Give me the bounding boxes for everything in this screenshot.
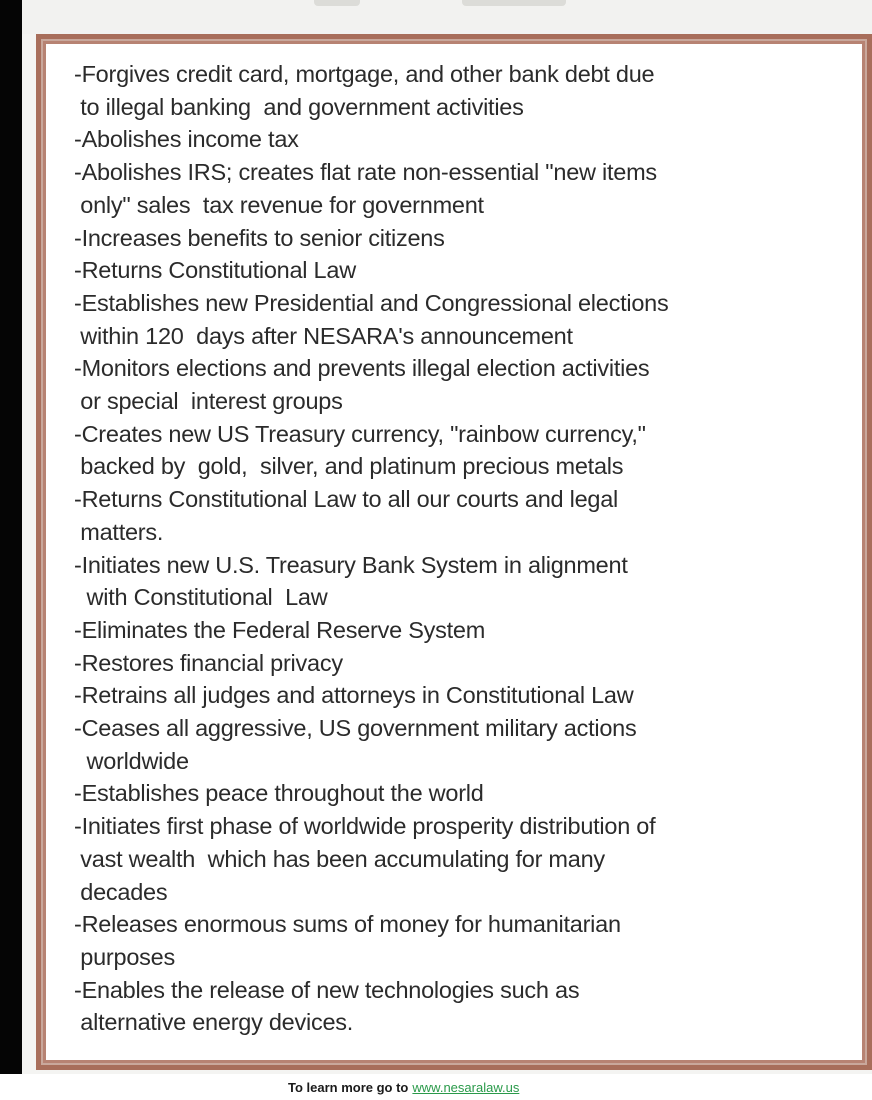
list-item: decades: [74, 878, 168, 905]
list-item: -Creates new US Treasury currency, "rainbow currency,": [74, 420, 646, 447]
list-item: -Forgives credit card, mortgage, and other bank debt due: [74, 61, 655, 87]
list-item: within 120 days after NESARA's announcement: [74, 322, 573, 349]
list-item: purposes: [74, 943, 175, 970]
list-item: -Ceases all aggressive, US government military actions: [74, 715, 637, 742]
list-item: -Initiates new U.S. Treasury Bank System in alignment: [74, 551, 628, 578]
footer-link[interactable]: www.nesaralaw.us: [412, 1080, 520, 1095]
list-item: -Abolishes income tax: [74, 126, 299, 153]
footer: [0, 1074, 872, 1100]
list-item: -Retrains all judges and attorneys in Constitutional Law: [74, 682, 634, 709]
footer-text: To learn more go to: [288, 1080, 409, 1095]
list-item: -Enables the release of new technologies such as: [74, 976, 580, 1003]
top-smudge-left: [314, 0, 360, 6]
benefits-list: [74, 58, 854, 1039]
list-item: -Releases enormous sums of money for humanitarian: [74, 911, 621, 938]
document-panel: [43, 41, 865, 1063]
list-item: -Monitors elections and prevents illegal election activities: [74, 355, 650, 382]
list-item: -Establishes peace throughout the world: [74, 780, 484, 807]
list-item: -Increases benefits to senior citizens: [74, 224, 445, 251]
list-item: -Returns Constitutional Law to all our courts and legal: [74, 486, 619, 513]
list-item: -Restores financial privacy: [74, 649, 343, 676]
list-item: alternative energy devices.: [74, 1009, 354, 1036]
list-item: matters.: [74, 518, 164, 545]
list-item: -Returns Constitutional Law: [74, 257, 356, 284]
list-item: vast wealth which has been accumulating for many: [74, 845, 605, 872]
list-item: -Establishes new Presidential and Congressional elections: [74, 289, 669, 316]
top-smudge-right: [462, 0, 566, 6]
list-item: backed by gold, silver, and platinum precious metals: [74, 453, 624, 480]
left-black-bar: [0, 0, 22, 1100]
top-strip: [22, 0, 872, 34]
list-item: -Initiates first phase of worldwide prosperity distribution of: [74, 813, 656, 840]
document-frame: [36, 34, 872, 1070]
list-item: worldwide: [74, 747, 189, 774]
list-item: -Eliminates the Federal Reserve System: [74, 616, 486, 643]
list-item: to illegal banking and government activities: [74, 93, 524, 120]
footer-caption: [288, 1080, 519, 1095]
list-item: only" sales tax revenue for government: [74, 191, 484, 218]
list-item: with Constitutional Law: [74, 584, 328, 611]
list-item: or special interest groups: [74, 388, 343, 415]
list-item: -Abolishes IRS; creates flat rate non-essential "new items: [74, 159, 657, 186]
